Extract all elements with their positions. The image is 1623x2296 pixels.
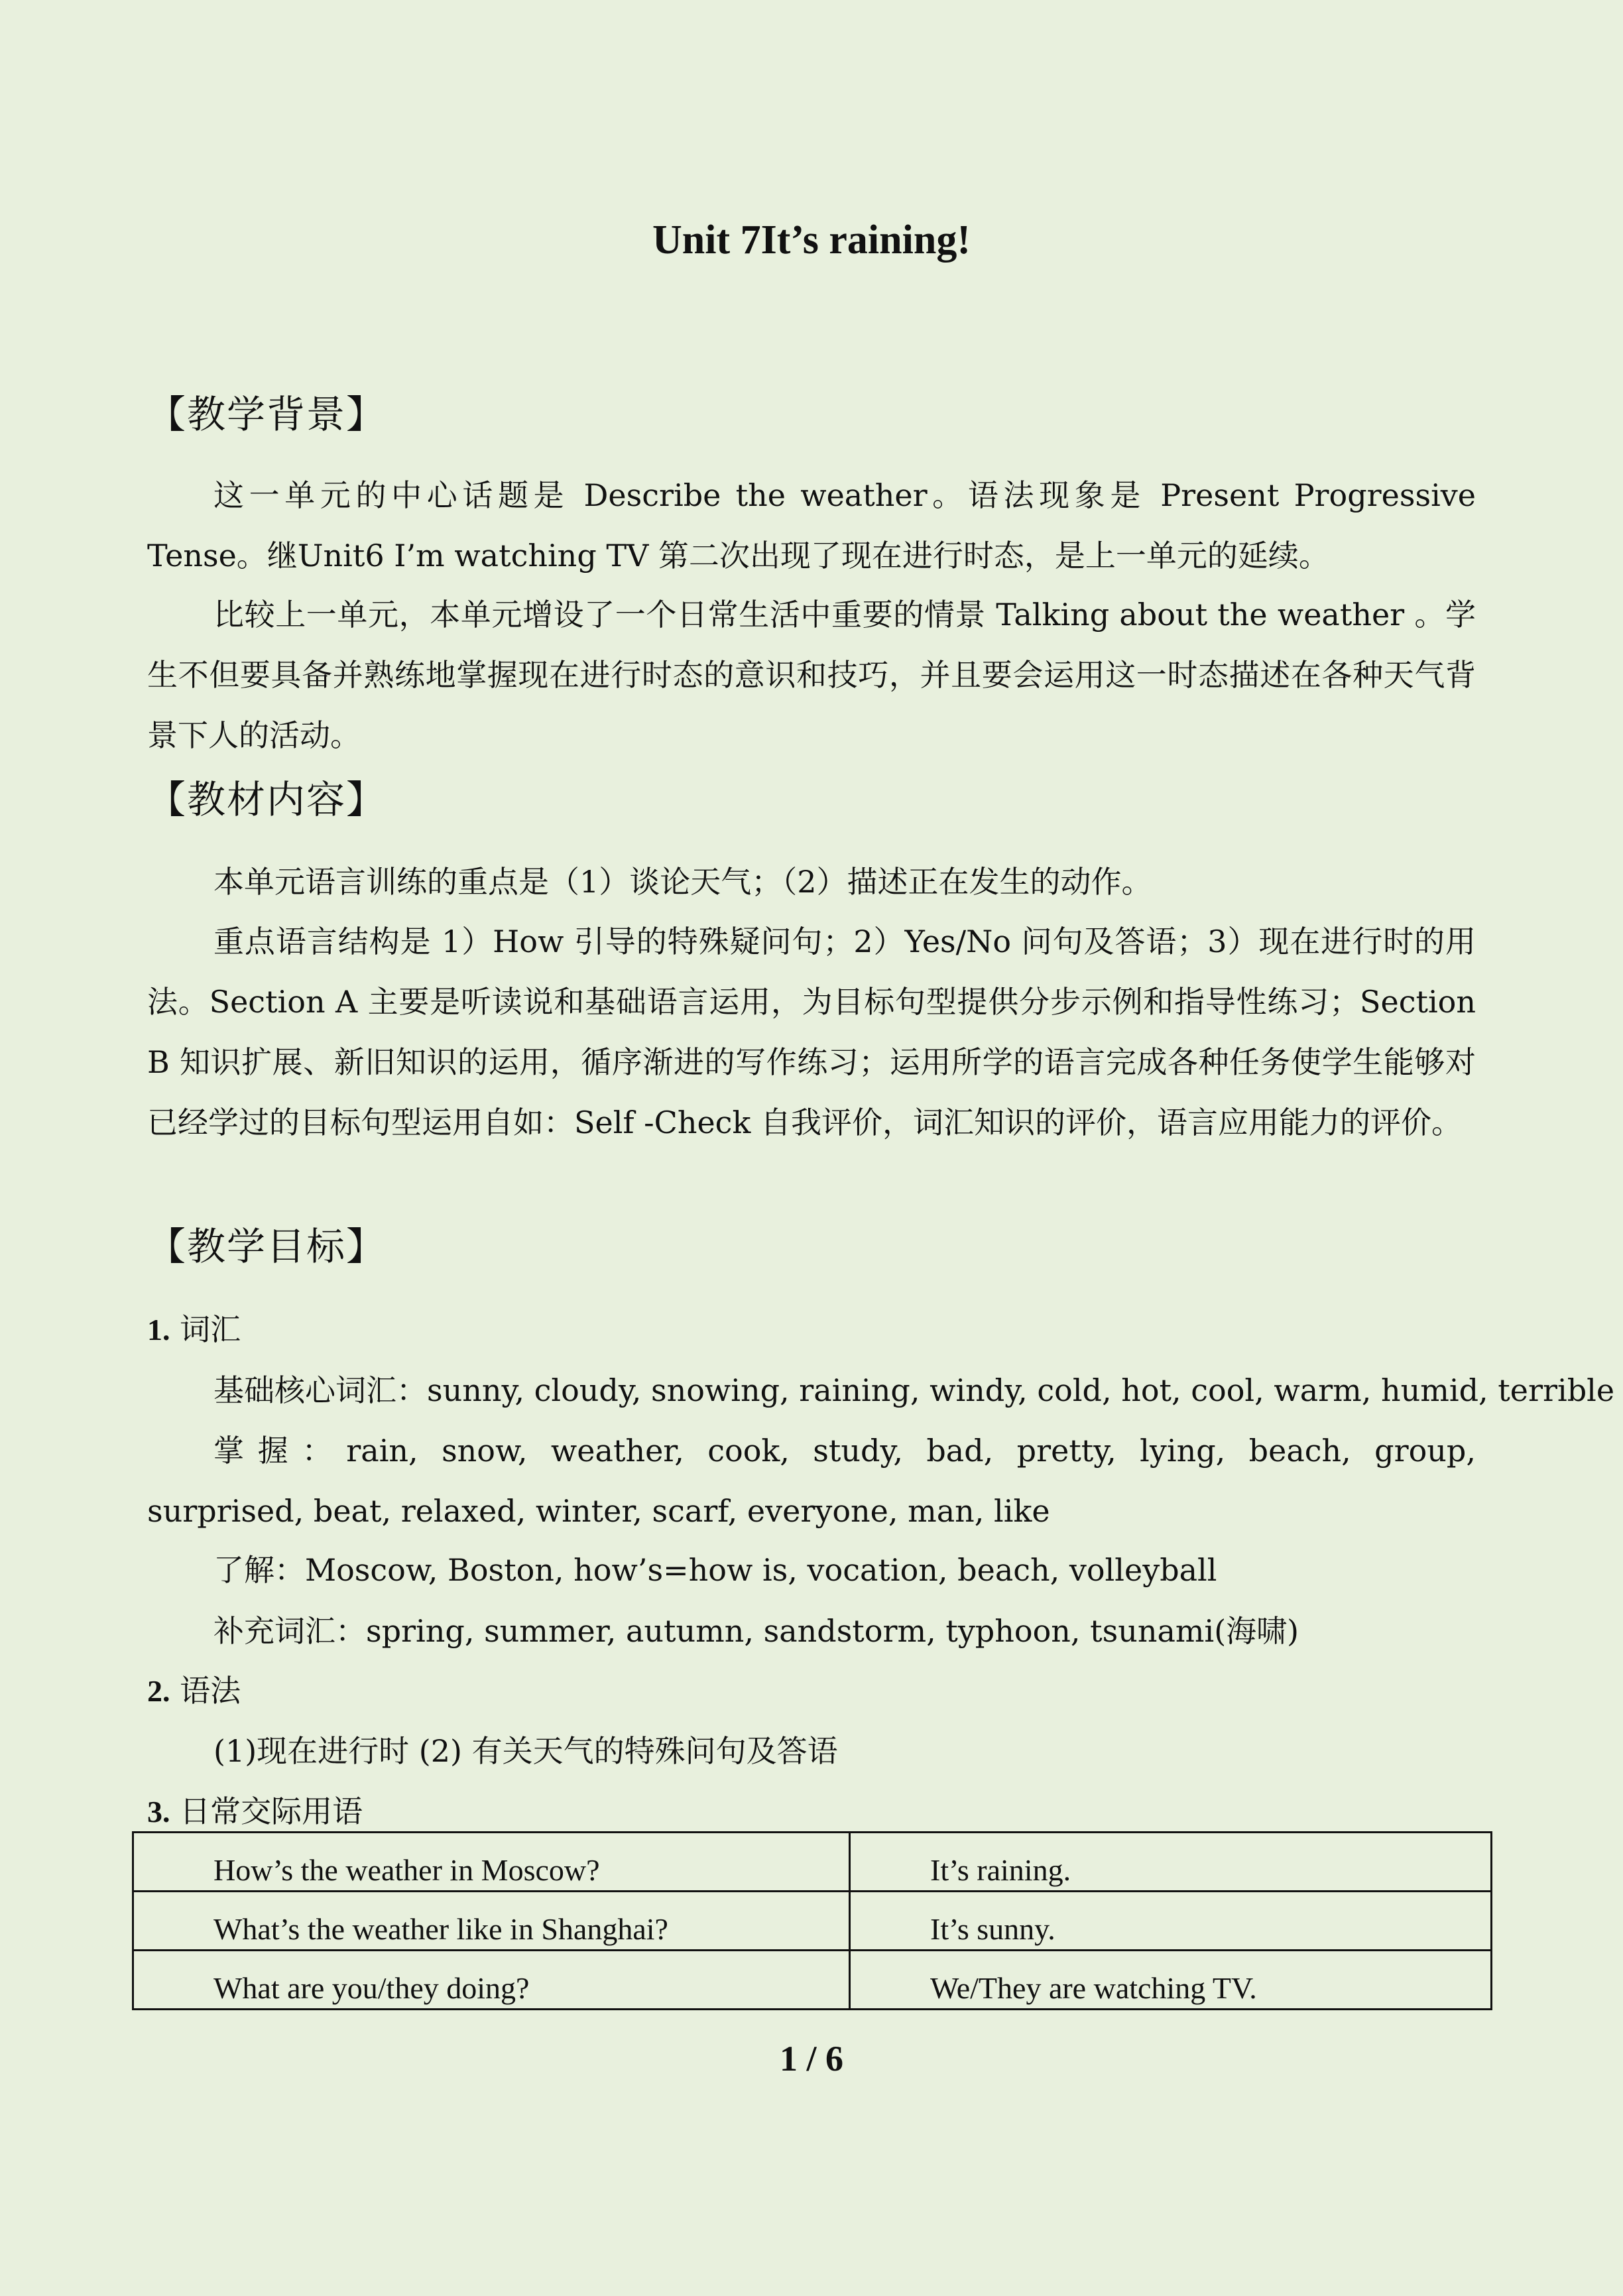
section-heading-goals: 【教学目标】 [147,1224,387,1269]
grammar-number: 2. [147,1674,170,1708]
question-text: How’s the weather in Moscow? [213,1853,600,1887]
vocab-master: 掌握：rain, snow, weather, cook, study, bad, pretty, lying, beach, group, surprised, beat, relaxed, winter, scarf, everyone, man, like [147,1433,1476,1529]
answer-text: It’s raining. [930,1853,1071,1887]
table-row [133,1892,1492,1951]
vocab-extra: 补充词汇：spring, summer, autumn, sandstorm, typhoon, tsunami(海啸) [213,1613,1299,1649]
background-paragraph-1: 这一单元的中心话题是 Describe the weather。语法现象是 Present Progressive Tense。继Unit6 I’m watching TV 第二次出现了现在进行时态，是上一单元的延续。 [147,477,1476,574]
table-row [133,1833,1492,1892]
page-number: 1 / 6 [779,2039,843,2079]
content-paragraph-2: 重点语言结构是 1）How 引导的特殊疑问句；2）Yes/No 问句及答语；3）现在进行时的用法。Section A 主要是听读说和基础语言运用，为目标句型提供分步示例和指导性练习；Section B 知识扩展、新旧知识的运用，循序渐进的写作练习；运用所学的语言完成各种任务使学生能够对已经学过的目标句型运用自如：Self -Check 自我评价，词汇知识的评价，语言应用能力的评价。 [147,924,1476,1140]
table-cell-answer [850,1892,1492,1951]
page-title: Unit 7It’s raining! [652,217,971,263]
table-cell-question [133,1833,850,1892]
vocab-know: 了解：Moscow, Boston, how’s=how is, vocation, beach, volleyball [213,1552,1217,1588]
table-row [133,1951,1492,2010]
table-cell-question [133,1892,850,1951]
daily-title: 日常交际用语 [180,1793,363,1829]
vocab-basic: 基础核心词汇：sunny, cloudy, snowing, raining, windy, cold, hot, cool, warm, humid, terrible [213,1372,1615,1408]
content-paragraph-1: 本单元语言训练的重点是（1）谈论天气；（2）描述正在发生的动作。 [213,864,1152,900]
background-paragraph-2: 比较上一单元，本单元增设了一个日常生活中重要的情景 Talking about the weather 。学生不但要具备并熟练地掌握现在进行时态的意识和技巧，并且要会运用这一时态描述在各种天气背景下人的活动。 [147,597,1476,753]
grammar-text: (1)现在进行时 (2) 有关天气的特殊问句及答语 [213,1733,838,1769]
daily-subheading [147,1791,363,1832]
table-cell-answer [850,1951,1492,2010]
table-cell-question [133,1951,850,2010]
vocab-subheading [147,1309,241,1350]
section-heading-content: 【教材内容】 [147,777,387,822]
question-text: What’s the weather like in Shanghai? [213,1912,668,1946]
daily-number: 3. [147,1795,170,1829]
section-heading-background: 【教学背景】 [147,392,387,437]
grammar-subheading [147,1671,241,1711]
answer-text: We/They are watching TV. [930,1971,1257,2005]
vocab-title: 词汇 [180,1311,241,1347]
answer-text: It’s sunny. [930,1912,1055,1946]
dialog-table [132,1831,1492,2010]
question-text: What are you/they doing? [213,1971,530,2005]
vocab-number: 1. [147,1313,170,1347]
grammar-title: 语法 [180,1673,241,1709]
table-cell-answer [850,1833,1492,1892]
